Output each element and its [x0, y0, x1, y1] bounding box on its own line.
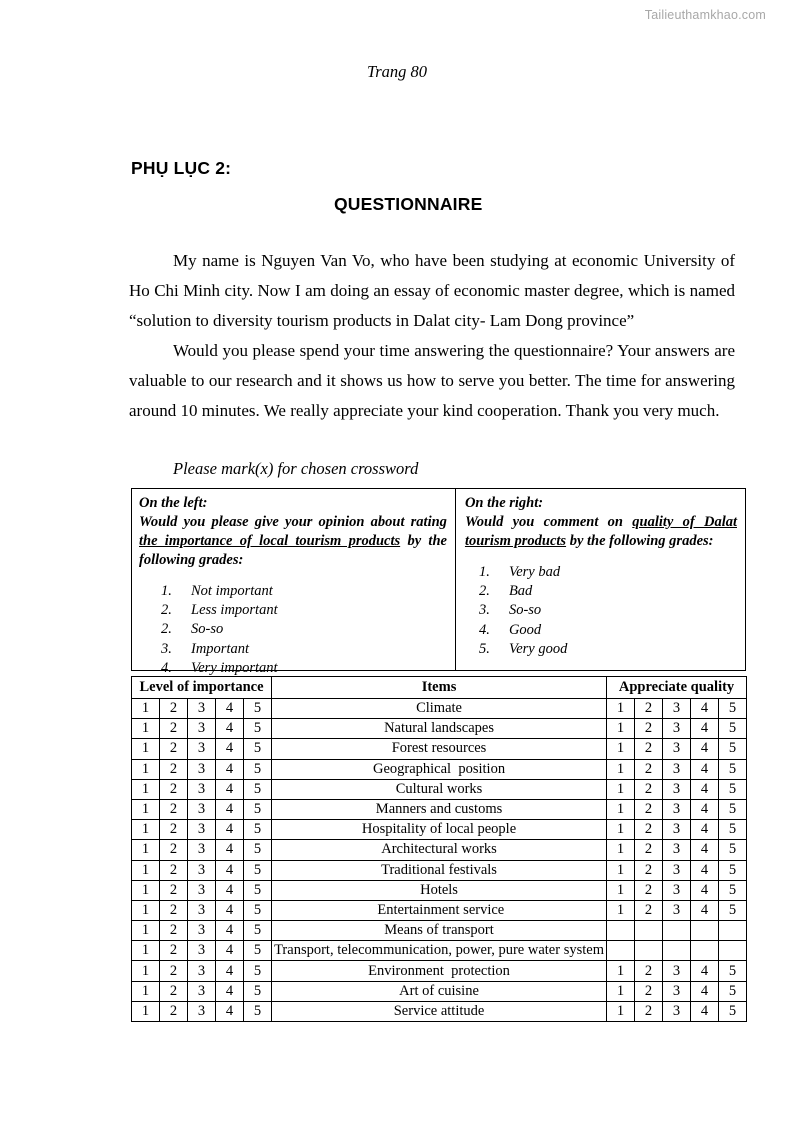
quality-rating-cell[interactable]: 4	[691, 840, 719, 860]
table-row	[132, 860, 747, 880]
quality-rating-cell[interactable]: 2	[635, 860, 663, 880]
intro-body	[129, 246, 735, 426]
quality-rating-cell[interactable]	[635, 941, 663, 961]
grade-label: Not important	[191, 583, 273, 599]
grade-number: 5.	[478, 640, 490, 657]
importance-rating-cell[interactable]: 2	[160, 880, 188, 900]
importance-rating-cell[interactable]: 1	[132, 900, 160, 920]
importance-rating-cell[interactable]: 4	[216, 739, 244, 759]
item-label-cell: Means of transport	[272, 921, 607, 941]
importance-rating-cell[interactable]: 3	[188, 799, 216, 819]
importance-rating-cell[interactable]: 3	[188, 880, 216, 900]
table-row	[132, 900, 747, 920]
importance-rating-cell[interactable]: 2	[160, 739, 188, 759]
grade-label: Very good	[508, 640, 568, 657]
importance-rating-cell[interactable]: 1	[132, 719, 160, 739]
importance-rating-cell[interactable]: 2	[160, 719, 188, 739]
item-label-cell: Environment protection	[272, 961, 607, 981]
quality-rating-cell[interactable]	[607, 941, 635, 961]
importance-rating-cell[interactable]: 1	[132, 799, 160, 819]
list-item	[161, 582, 447, 601]
quality-rating-cell[interactable]	[719, 921, 747, 941]
importance-rating-cell[interactable]: 5	[244, 820, 272, 840]
quality-rating-cell[interactable]: 3	[663, 860, 691, 880]
importance-rating-cell[interactable]: 5	[244, 961, 272, 981]
quality-rating-cell[interactable]: 4	[691, 981, 719, 1001]
quality-rating-cell[interactable]: 3	[663, 1001, 691, 1021]
grade-label: Very important	[191, 659, 278, 676]
quality-rating-cell[interactable]: 4	[691, 799, 719, 819]
importance-rating-cell[interactable]: 1	[132, 820, 160, 840]
table-row	[132, 981, 747, 1001]
item-label-cell: Forest resources	[272, 739, 607, 759]
importance-rating-cell[interactable]: 2	[160, 941, 188, 961]
quality-rating-cell[interactable]: 4	[691, 779, 719, 799]
quality-rating-cell[interactable]: 5	[719, 699, 747, 719]
importance-rating-cell[interactable]: 1	[132, 880, 160, 900]
quality-rating-cell[interactable]: 5	[719, 981, 747, 1001]
quality-rating-cell[interactable]	[719, 941, 747, 961]
quality-rating-cell[interactable]: 5	[719, 779, 747, 799]
legend-left-grade-list	[139, 582, 447, 678]
quality-rating-cell[interactable]: 3	[663, 900, 691, 920]
quality-rating-cell[interactable]: 5	[719, 860, 747, 880]
item-label-cell: Climate	[272, 699, 607, 719]
importance-rating-cell[interactable]: 5	[244, 719, 272, 739]
importance-rating-cell[interactable]: 5	[244, 921, 272, 941]
importance-rating-cell[interactable]: 3	[188, 759, 216, 779]
importance-rating-cell[interactable]: 4	[216, 719, 244, 739]
table-header	[132, 677, 747, 699]
quality-rating-cell[interactable]: 2	[635, 840, 663, 860]
table-row	[132, 961, 747, 981]
quality-rating-cell[interactable]: 1	[607, 981, 635, 1001]
legend-left-text-before: Would you please give your opinion about rating	[139, 514, 447, 530]
table-row	[132, 719, 747, 739]
quality-rating-cell[interactable]: 2	[635, 779, 663, 799]
legend-right-heading: On the right:	[464, 495, 544, 511]
running-head-page-number: Trang 80	[366, 62, 428, 81]
table-row	[132, 921, 747, 941]
title-block	[131, 158, 661, 215]
appendix-title: PHỤ LỤC 2:	[131, 158, 232, 178]
quality-rating-cell[interactable]	[607, 921, 635, 941]
importance-rating-cell[interactable]: 4	[216, 1001, 244, 1021]
importance-rating-cell[interactable]: 5	[244, 900, 272, 920]
importance-rating-cell[interactable]: 1	[132, 1001, 160, 1021]
importance-rating-cell[interactable]: 2	[160, 799, 188, 819]
quality-rating-cell[interactable]	[663, 941, 691, 961]
quality-rating-cell[interactable]: 5	[719, 961, 747, 981]
legend-right-text-underlined: quality of Dalat tourism products	[464, 514, 737, 549]
grade-number: 3.	[161, 640, 172, 657]
importance-rating-cell[interactable]: 4	[216, 840, 244, 860]
item-label-cell: Natural landscapes	[272, 719, 607, 739]
quality-rating-cell[interactable]: 5	[719, 840, 747, 860]
quality-rating-cell[interactable]: 3	[663, 719, 691, 739]
importance-rating-cell[interactable]: 4	[216, 799, 244, 819]
importance-rating-cell[interactable]: 1	[132, 981, 160, 1001]
item-label-cell: Geographical position	[272, 759, 607, 779]
site-watermark: Tailieuthamkhao.com	[644, 8, 766, 22]
quality-rating-cell[interactable]: 3	[663, 840, 691, 860]
quality-rating-cell[interactable]	[663, 921, 691, 941]
importance-rating-cell[interactable]: 3	[188, 840, 216, 860]
item-label-cell: Cultural works	[272, 779, 607, 799]
legend-left-column	[132, 489, 456, 676]
table-row	[132, 779, 747, 799]
importance-rating-cell[interactable]: 5	[244, 779, 272, 799]
list-item	[161, 620, 447, 639]
quality-rating-cell[interactable]: 2	[635, 981, 663, 1001]
quality-rating-cell[interactable]: 3	[663, 759, 691, 779]
grade-label: So-so	[191, 621, 224, 638]
quality-rating-cell[interactable]: 1	[607, 840, 635, 860]
quality-rating-cell[interactable]: 3	[663, 820, 691, 840]
quality-rating-cell[interactable]: 3	[663, 739, 691, 759]
importance-rating-cell[interactable]: 4	[216, 860, 244, 880]
importance-rating-cell[interactable]: 3	[188, 1001, 216, 1021]
header-items: Items	[272, 677, 607, 699]
grade-label: Bad	[508, 583, 533, 600]
item-label-cell: Manners and customs	[272, 799, 607, 819]
importance-rating-cell[interactable]: 3	[188, 820, 216, 840]
grade-number: 2.	[161, 602, 172, 619]
importance-rating-cell[interactable]: 2	[160, 820, 188, 840]
importance-rating-cell[interactable]: 3	[188, 860, 216, 880]
header-importance: Level of importance	[132, 677, 272, 699]
importance-rating-cell[interactable]: 3	[188, 719, 216, 739]
quality-rating-cell[interactable]: 2	[635, 799, 663, 819]
legend-left-text	[139, 513, 447, 570]
grade-number: 4.	[161, 659, 172, 676]
quality-rating-cell[interactable]: 2	[635, 699, 663, 719]
grade-number: 2.	[161, 621, 172, 638]
importance-rating-cell[interactable]: 3	[188, 981, 216, 1001]
quality-rating-cell[interactable]	[691, 921, 719, 941]
quality-rating-cell[interactable]: 4	[691, 820, 719, 840]
importance-rating-cell[interactable]: 5	[244, 1001, 272, 1021]
item-label-cell: Art of cuisine	[272, 981, 607, 1001]
quality-rating-cell[interactable]: 1	[607, 860, 635, 880]
quality-rating-cell[interactable]: 1	[607, 880, 635, 900]
quality-rating-cell[interactable]	[635, 921, 663, 941]
paragraph-1: My name is Nguyen Van Vo, who have been studying at economic University of Ho Chi Minh city. Now I am doing an essay of economic master degree, which is named “solution to diversity tourism products in Dalat city- Lam Dong province”	[129, 251, 735, 330]
importance-rating-cell[interactable]: 4	[216, 759, 244, 779]
quality-rating-cell[interactable]: 1	[607, 900, 635, 920]
quality-rating-cell[interactable]: 1	[607, 739, 635, 759]
quality-rating-cell[interactable]: 4	[691, 900, 719, 920]
grade-label: So-so	[508, 602, 542, 619]
importance-rating-cell[interactable]: 4	[216, 981, 244, 1001]
quality-rating-cell[interactable]: 1	[607, 699, 635, 719]
item-label-cell: Hospitality of local people	[272, 820, 607, 840]
table-row	[132, 699, 747, 719]
quality-rating-cell[interactable]: 2	[635, 820, 663, 840]
table-row	[132, 880, 747, 900]
legend-left-heading: On the left:	[139, 495, 208, 511]
quality-rating-cell[interactable]: 3	[663, 981, 691, 1001]
importance-rating-cell[interactable]: 1	[132, 759, 160, 779]
table-row	[132, 941, 747, 961]
legend-left-text-underlined: the importance of local tourism products	[139, 533, 401, 549]
list-item	[479, 563, 737, 582]
questionnaire-title: QUESTIONNAIRE	[334, 194, 483, 214]
importance-rating-cell[interactable]: 4	[216, 820, 244, 840]
importance-rating-cell[interactable]: 2	[160, 961, 188, 981]
importance-rating-cell[interactable]: 4	[216, 880, 244, 900]
item-label-cell: Architectural works	[272, 840, 607, 860]
quality-rating-cell[interactable]: 2	[635, 900, 663, 920]
importance-rating-cell[interactable]: 2	[160, 981, 188, 1001]
questionnaire-table	[131, 676, 747, 1022]
grade-label: Important	[191, 640, 249, 657]
item-label-cell: Transport, telecommunication, power, pure water system	[272, 941, 607, 961]
importance-rating-cell[interactable]: 2	[160, 860, 188, 880]
quality-rating-cell[interactable]: 3	[663, 779, 691, 799]
importance-rating-cell[interactable]: 2	[160, 900, 188, 920]
importance-rating-cell[interactable]: 3	[188, 779, 216, 799]
importance-rating-cell[interactable]: 3	[188, 699, 216, 719]
quality-rating-cell[interactable]: 5	[719, 880, 747, 900]
legend-right-column	[456, 489, 745, 670]
importance-rating-cell[interactable]: 5	[244, 981, 272, 1001]
importance-rating-cell[interactable]: 1	[132, 739, 160, 759]
importance-rating-cell[interactable]: 2	[160, 1001, 188, 1021]
quality-rating-cell[interactable]: 1	[607, 799, 635, 819]
importance-rating-cell[interactable]: 1	[132, 779, 160, 799]
list-item	[161, 640, 447, 659]
importance-rating-cell[interactable]: 1	[132, 941, 160, 961]
list-item	[479, 582, 737, 601]
quality-rating-cell[interactable]: 2	[635, 739, 663, 759]
list-item	[479, 601, 737, 620]
importance-rating-cell[interactable]: 4	[216, 779, 244, 799]
quality-rating-cell[interactable]: 5	[719, 739, 747, 759]
quality-rating-cell[interactable]: 5	[719, 719, 747, 739]
quality-rating-cell[interactable]: 4	[691, 759, 719, 779]
importance-rating-cell[interactable]: 2	[160, 699, 188, 719]
importance-rating-cell[interactable]: 5	[244, 840, 272, 860]
importance-rating-cell[interactable]: 5	[244, 759, 272, 779]
quality-rating-cell[interactable]: 1	[607, 820, 635, 840]
importance-rating-cell[interactable]: 5	[244, 860, 272, 880]
grade-label: Good	[508, 621, 542, 638]
table-row	[132, 739, 747, 759]
quality-rating-cell[interactable]: 2	[635, 719, 663, 739]
quality-rating-cell[interactable]: 2	[635, 759, 663, 779]
paragraph-2: Would you please spend your time answering the questionnaire? Your answers are valuable to our research and it shows us how to serve you better. The time for answering around 10 minutes. We really appreciate your kind cooperation. Thank you very much.	[129, 341, 735, 420]
header-quality: Appreciate quality	[607, 677, 747, 699]
table-row	[132, 759, 747, 779]
importance-rating-cell[interactable]: 1	[132, 961, 160, 981]
quality-rating-cell[interactable]: 2	[635, 880, 663, 900]
list-item	[479, 640, 737, 659]
quality-rating-cell[interactable]: 2	[635, 1001, 663, 1021]
importance-rating-cell[interactable]: 2	[160, 840, 188, 860]
quality-rating-cell[interactable]: 4	[691, 880, 719, 900]
quality-rating-cell[interactable]: 2	[635, 961, 663, 981]
quality-rating-cell[interactable]: 4	[691, 719, 719, 739]
table-row	[132, 799, 747, 819]
importance-rating-cell[interactable]: 1	[132, 860, 160, 880]
table-row	[132, 1001, 747, 1021]
item-label-cell: Service attitude	[272, 1001, 607, 1021]
quality-rating-cell[interactable]: 4	[691, 860, 719, 880]
list-item	[479, 621, 737, 640]
grade-number: 1.	[478, 564, 490, 580]
importance-rating-cell[interactable]: 4	[216, 900, 244, 920]
quality-rating-cell[interactable]: 5	[719, 900, 747, 920]
importance-rating-cell[interactable]: 1	[132, 699, 160, 719]
grade-number: 1.	[161, 583, 172, 599]
importance-rating-cell[interactable]: 3	[188, 900, 216, 920]
legend-right-grade-list	[465, 563, 737, 659]
quality-rating-cell[interactable]: 1	[607, 961, 635, 981]
quality-rating-cell[interactable]: 5	[719, 799, 747, 819]
importance-rating-cell[interactable]: 3	[188, 941, 216, 961]
legend-right-text-before: Would you comment on	[464, 514, 633, 530]
quality-rating-cell[interactable]	[691, 941, 719, 961]
item-label-cell: Hotels	[272, 880, 607, 900]
quality-rating-cell[interactable]: 5	[719, 759, 747, 779]
grade-number: 3.	[478, 602, 490, 619]
importance-rating-cell[interactable]: 5	[244, 880, 272, 900]
importance-rating-cell[interactable]: 3	[188, 739, 216, 759]
grade-number: 4.	[478, 621, 490, 638]
grade-label: Very bad	[508, 564, 561, 580]
quality-rating-cell[interactable]: 3	[663, 799, 691, 819]
importance-rating-cell[interactable]: 5	[244, 941, 272, 961]
quality-rating-cell[interactable]: 3	[663, 699, 691, 719]
quality-rating-cell[interactable]: 3	[663, 961, 691, 981]
importance-rating-cell[interactable]: 1	[132, 840, 160, 860]
quality-rating-cell[interactable]: 5	[719, 820, 747, 840]
quality-rating-cell[interactable]: 4	[691, 961, 719, 981]
grade-label: Less important	[191, 602, 278, 619]
importance-rating-cell[interactable]: 1	[132, 921, 160, 941]
importance-rating-cell[interactable]: 5	[244, 739, 272, 759]
quality-rating-cell[interactable]: 3	[663, 880, 691, 900]
table-body	[132, 699, 747, 1022]
importance-rating-cell[interactable]: 3	[188, 921, 216, 941]
list-item	[161, 601, 447, 620]
importance-rating-cell[interactable]: 4	[216, 941, 244, 961]
item-label-cell: Entertainment service	[272, 900, 607, 920]
quality-rating-cell[interactable]: 5	[719, 1001, 747, 1021]
importance-rating-cell[interactable]: 4	[216, 961, 244, 981]
quality-rating-cell[interactable]: 1	[607, 779, 635, 799]
importance-rating-cell[interactable]: 2	[160, 921, 188, 941]
importance-rating-cell[interactable]: 2	[160, 759, 188, 779]
quality-rating-cell[interactable]: 4	[691, 699, 719, 719]
quality-rating-cell[interactable]: 4	[691, 739, 719, 759]
importance-rating-cell[interactable]: 4	[216, 699, 244, 719]
grading-legend-box	[131, 488, 746, 676]
legend-right-text-after: by the following grades:	[566, 533, 714, 549]
importance-rating-cell[interactable]: 5	[244, 699, 272, 719]
importance-rating-cell[interactable]: 5	[244, 799, 272, 819]
quality-rating-cell[interactable]: 4	[691, 1001, 719, 1021]
importance-rating-cell[interactable]: 4	[216, 921, 244, 941]
table-header-row	[132, 677, 747, 699]
quality-rating-cell[interactable]: 1	[607, 1001, 635, 1021]
importance-rating-cell[interactable]: 3	[188, 961, 216, 981]
legend-left-text-after: by the following grades:	[139, 533, 447, 568]
importance-rating-cell[interactable]: 2	[160, 779, 188, 799]
grade-number: 2.	[478, 583, 490, 600]
table-row	[132, 820, 747, 840]
quality-rating-cell[interactable]: 1	[607, 719, 635, 739]
marking-instruction: Please mark(x) for chosen crossword	[173, 459, 419, 478]
table-row	[132, 840, 747, 860]
item-label-cell: Traditional festivals	[272, 860, 607, 880]
quality-rating-cell[interactable]: 1	[607, 759, 635, 779]
legend-right-text	[465, 513, 737, 551]
